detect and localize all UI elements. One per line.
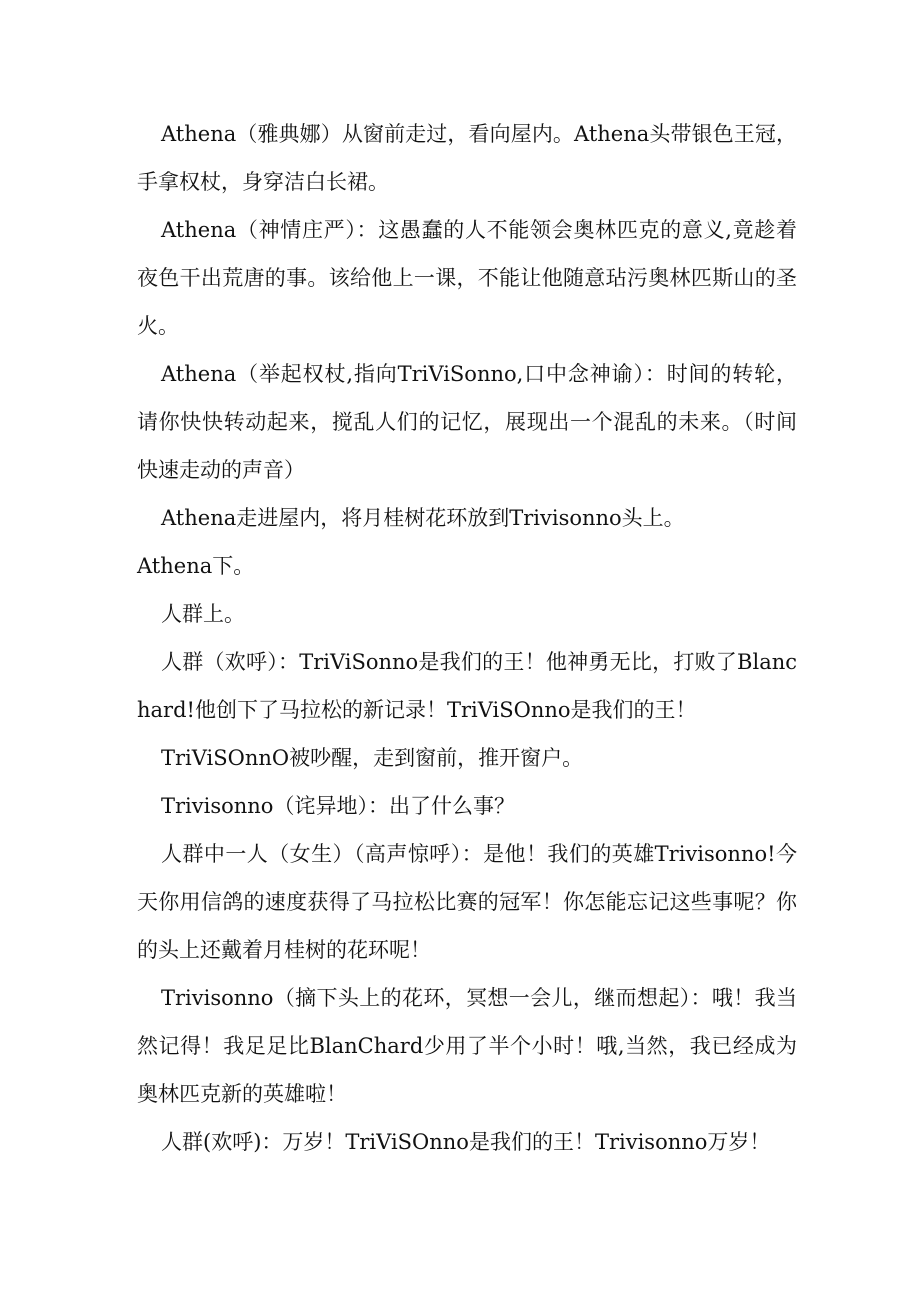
- paragraph-crowd-long-live: 人群(欢呼)：万岁！TriViSOnno是我们的王！Trivisonno万岁！: [161, 1130, 771, 1154]
- paragraph-crowd-enters: 人群上。: [161, 602, 245, 626]
- paragraph-athena-solemn: Athena（神情庄严）：这愚蠢的人不能领会奥林匹克的意义,竟趁着夜色干出荒唐的事。该给他上一课，不能让他随意玷污奥林匹斯山的圣火。: [137, 218, 797, 338]
- paragraph-crowd-cheers: 人群（欢呼）：TriViSonno是我们的王！他神勇无比，打败了Blanchard!他创下了马拉松的新记录！TriViSOnno是我们的王！: [137, 650, 797, 722]
- paragraph-athena-oracle: Athena（举起权杖,指向TriViSonno,口中念神谕）：时间的转轮，请你快快转动起来，搅乱人们的记忆，展现出一个混乱的未来。（时间快速走动的声音）: [137, 362, 797, 482]
- paragraph-crowd-woman-exclaims: 人群中一人（女生）（高声惊呼）：是他！我们的英雄Trivisonno!今天你用信鸽的速度获得了马拉松比赛的冠军！你怎能忘记这些事呢？你的头上还戴着月桂树的花环呢！: [137, 842, 797, 962]
- script-text-body: [137, 110, 797, 1166]
- paragraph-trivisonno-wakes: TriViSOnnO被吵醒，走到窗前，推开窗户。: [161, 746, 584, 770]
- paragraph-athena-passes-window: Athena（雅典娜）从窗前走过，看向屋内。Athena头带银色王冠，手拿权杖，身穿洁白长裙。: [137, 122, 797, 194]
- paragraph-trivisonno-asks: Trivisonno（诧异地）：出了什么事？: [161, 794, 515, 818]
- paragraph-athena-enters: Athena走进屋内，将月桂树花环放到Trivisonno头上。: [161, 506, 685, 530]
- paragraph-trivisonno-remembers: Trivisonno（摘下头上的花环，冥想一会儿，继而想起）：哦！我当然记得！我足足比BlanChard少用了半个小时！哦,当然，我已经成为奥林匹克新的英雄啦！: [137, 986, 797, 1106]
- paragraph-athena-exits: Athena下。: [137, 554, 255, 578]
